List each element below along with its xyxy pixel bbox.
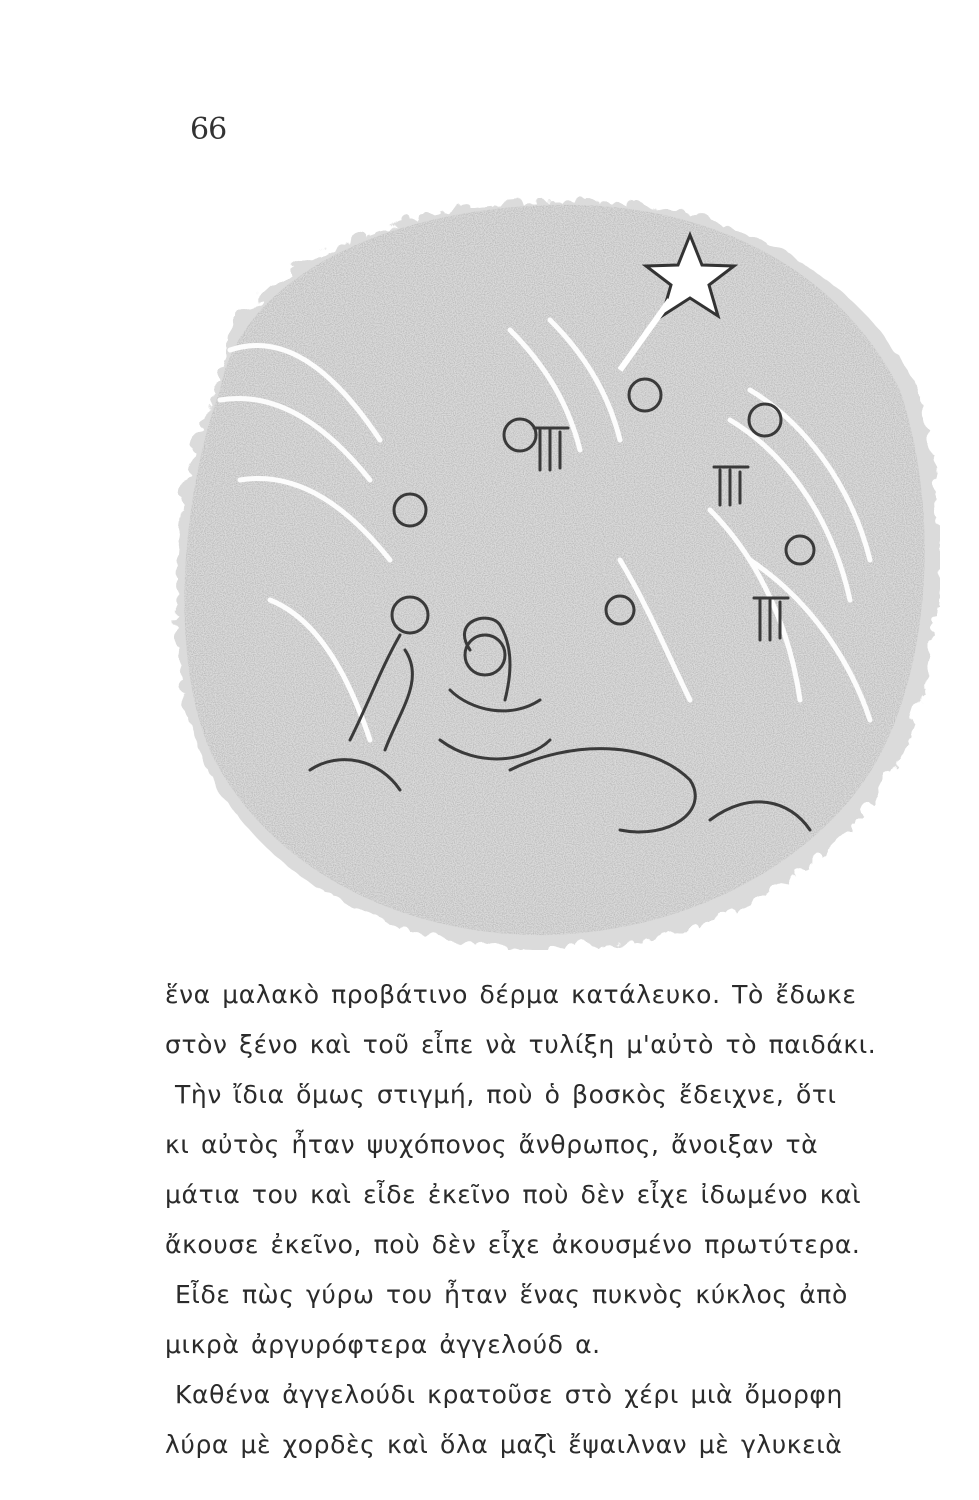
- angels-nativity-illustration-icon: [150, 180, 940, 950]
- text-line: λύρα μὲ χορδὲς καὶ ὅλα μαζὶ ἔψαιλναν μὲ γλυκειὰ: [165, 1430, 843, 1459]
- text-line: ἕνα μαλακὸ προβάτινο δέρμα κατάλευκο. Τὸ ἔδωκε: [165, 980, 857, 1009]
- text-line: ἄκουσε ἐκεῖνο, ποὺ δὲν εἶχε ἀκουσμένο πρωτύτερα.: [165, 1230, 861, 1259]
- page-number: 66: [190, 112, 227, 147]
- text-line: μάτια του καὶ εἶδε ἐκεῖνο ποὺ δὲν εἶχε ἰδωμένο καὶ: [165, 1180, 862, 1209]
- text-line: μικρὰ ἀργυρόφτερα ἀγγελούδ α.: [165, 1330, 601, 1359]
- text-line: Εἶδε πὼς γύρω του ἦταν ἕνας πυκνὸς κύκλος ἀπὸ: [175, 1280, 848, 1309]
- body-text: [165, 970, 945, 1470]
- text-line: κι αὐτὸς ἦταν ψυχόπονος ἄνθρωπος, ἄνοιξαν τὰ: [165, 1130, 819, 1159]
- text-line: Τὴν ἴδια ὅμως στιγμή, ποὺ ὁ βοσκὸς ἔδειχνε, ὅτι: [175, 1080, 837, 1109]
- text-line: Καθένα ἀγγελούδι κρατοῦσε στὸ χέρι μιὰ ὄμορφη: [175, 1380, 843, 1409]
- text-line: στὸν ξένο καὶ τοῦ εἶπε νὰ τυλίξη μ'αὐτὸ τὸ παιδάκι.: [165, 1030, 877, 1059]
